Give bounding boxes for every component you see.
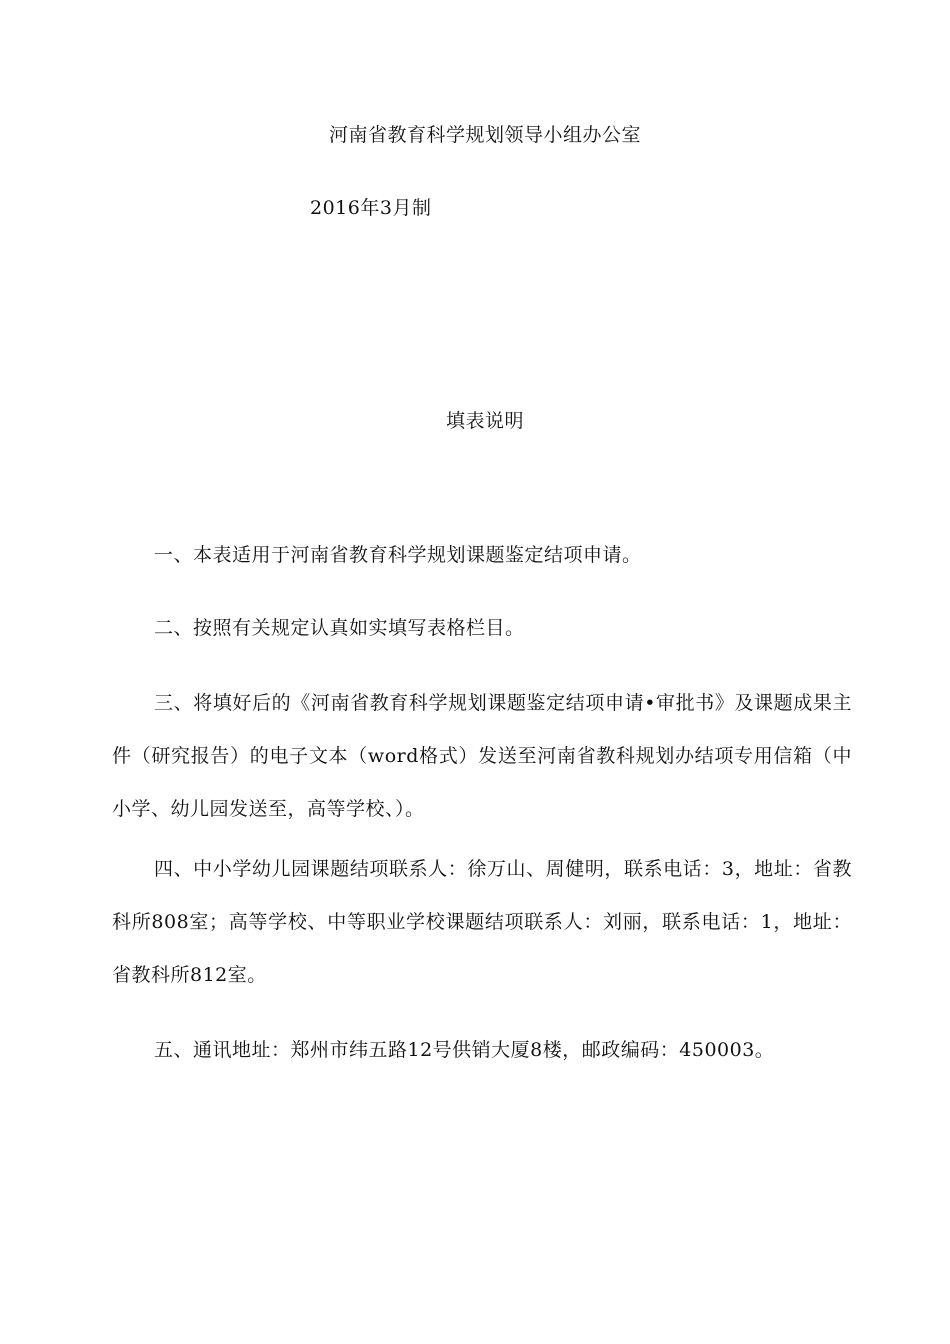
- instruction-item-2: 二、按照有关规定认真如实填写表格栏目。: [154, 617, 525, 639]
- instructions-title: 填表说明: [446, 410, 525, 432]
- instruction-item-3: 三、将填好后的《河南省教育科学规划课题鉴定结项申请•审批书》及课题成果主件（研究报告）的电子文本（word格式）发送至河南省教科规划办结项专用信箱（中小学、幼儿园发送至，高等学校、）。: [112, 692, 852, 820]
- organization-name: 河南省教育科学规划领导小组办公室: [329, 124, 642, 146]
- instruction-item-4: 四、中小学幼儿园课题结项联系人：徐万山、周健明，联系电话：3，地址：省教科所808室；高等学校、中等职业学校课题结项联系人：刘丽，联系电话：1，地址：省教科所812室。: [112, 858, 852, 986]
- issue-date: 2016年3月制: [310, 197, 432, 219]
- instruction-item-1: 一、本表适用于河南省教育科学规划课题鉴定结项申请。: [154, 544, 642, 566]
- instruction-item-5: 五、通讯地址：郑州市纬五路12号供销大厦8楼，邮政编码：450003。: [154, 1039, 775, 1061]
